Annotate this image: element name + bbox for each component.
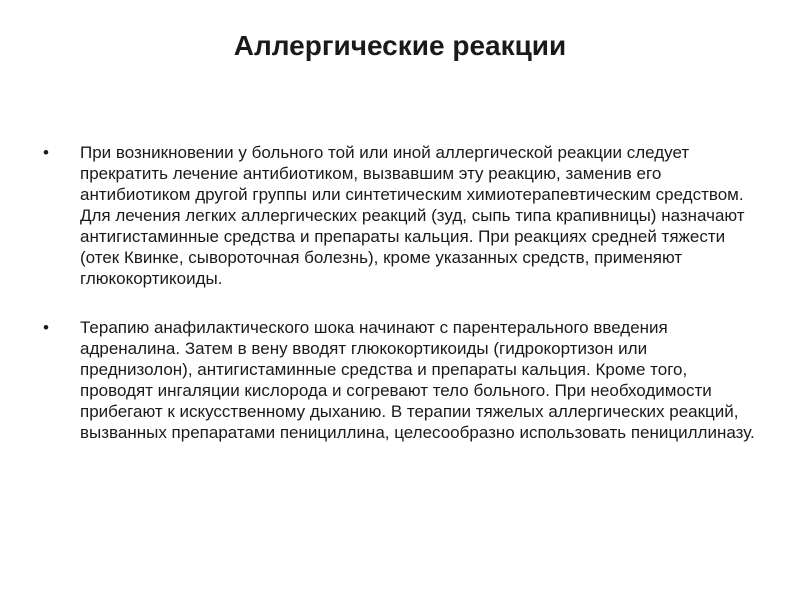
bullet-marker: •: [43, 143, 49, 162]
bullet-marker: •: [43, 318, 49, 337]
bullet-item-allergy-treatment: [40, 142, 760, 289]
slide-title: Аллергические реакции: [233, 30, 567, 61]
bullet-item-anaphylaxis-therapy: [40, 317, 760, 443]
bullet-text: Терапию анафилактического шока начинают с парентерального введения адреналина. Затем в вену вводят глюкокортикоиды (гидрокортизон или преднизолон), антигистаминные средства и препараты кальция. Кроме того, проводят ингаляции кислорода и согревают тело больного. При необходимости прибегают к искусственному дыханию. В терапии тяжелых аллергических реакций, вызванных препаратами пенициллина, целесообразно использовать пенициллиназу.: [80, 318, 755, 442]
bullet-list: [40, 142, 760, 443]
bullet-text: При возникновении у больного той или иной аллергической реакции следует прекратить лечение антибиотиком, вызвавшим эту реакцию, заменив его антибиотиком другой группы или синтетическим химиотерапевтическим средством. Для лечения легких аллергических реакций (зуд, сыпь типа крапивницы) назначают антигистаминные средства и препараты кальция. При реакциях средней тяжести (отек Квинке, сывороточная болезнь), кроме указанных средств, применяют глюкокортикоиды.: [80, 143, 745, 288]
